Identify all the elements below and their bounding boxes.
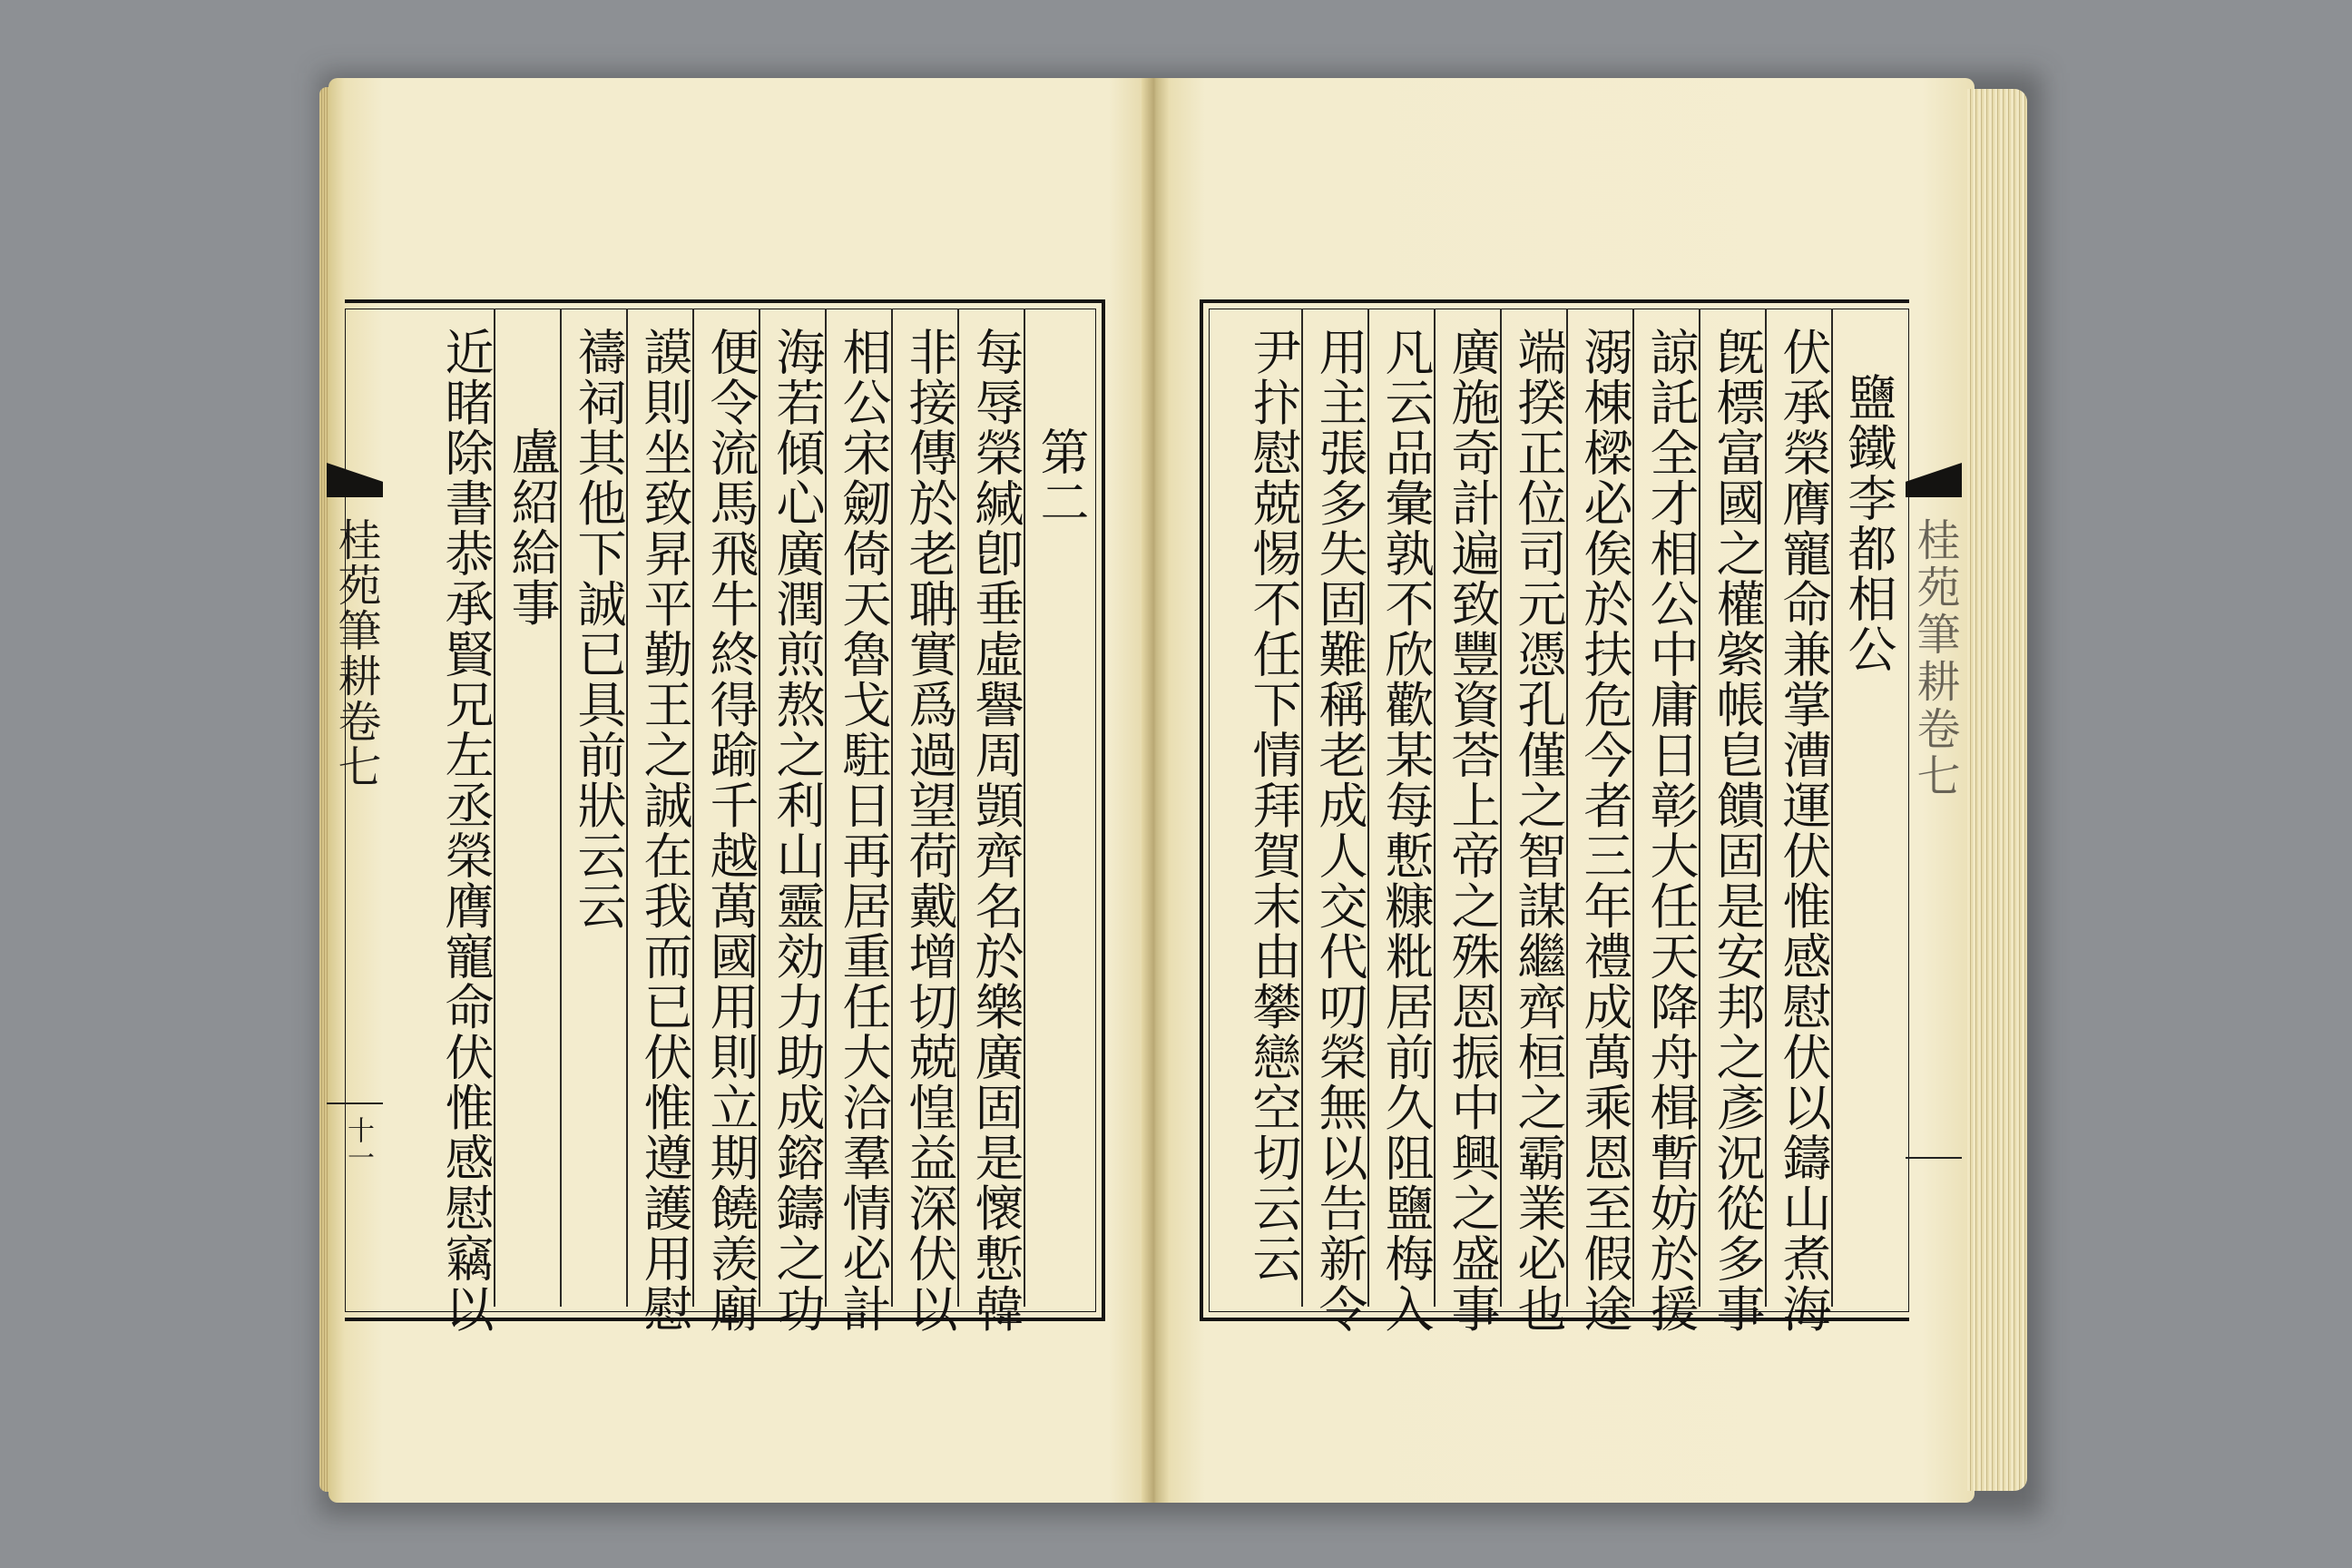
fore-edge-title: 桂苑筆耕卷七 [330,517,381,789]
text-column: 端揆正位司元憑孔僅之智謀繼齊桓之霸業必也 [1510,327,1567,1334]
heading-column: 鹽鐵李都相公 [1840,372,1897,674]
book-gutter [1142,78,1169,1503]
text-column: 相公宋劒倚天魯戈駐日再居重任大洽羣情必計 [835,327,892,1334]
fish-tail-mark [327,463,383,497]
text-column: 近睹除書恭承賢兄左丞榮膺寵命伏惟感慰竊以 [437,327,495,1334]
text-column: 諒託全才相公中庸日彰大任天降舟楫暫妨於援 [1642,327,1700,1334]
left-fore-edge [327,299,383,1314]
text-column: 凡云品彙孰不欣歡某每慙糠粃居前久阻鹽梅入 [1377,327,1435,1334]
right-page-stack [1967,89,2027,1491]
text-column: 便令流馬飛牛終得踰千越萬國用則立期饒羡廟 [702,327,760,1334]
fore-edge-title: 桂苑筆耕卷七 [1909,517,1960,800]
fore-edge-rule [327,1102,383,1104]
text-column: 海若傾心廣潤煎熬之利山靈効力助成鎔鑄之功 [769,327,826,1334]
text-column: 禱祠其他下誠已具前狀云云 [570,327,627,931]
fore-edge-rule [1906,1157,1962,1159]
text-column: 廣施奇計遍致豐資荅上帝之殊恩振中興之盛事 [1444,327,1501,1334]
text-column: 尹抃慰兢惕不任下情拜賀末由攀戀空切云云 [1245,327,1302,1284]
text-column: 溺棟樑必俟於扶危今者三年禮成萬乘恩至假途 [1576,327,1633,1334]
text-column: 旣標富國之權綮帳皀饋固是安邦之彥況從多事 [1709,327,1766,1334]
text-column: 伏承榮膺寵命兼掌漕運伏惟感慰伏以鑄山煮海 [1775,327,1832,1334]
text-column: 謨則坐致昇平勤王之誠在我而已伏惟遵護用慰 [636,327,693,1334]
right-fore-edge [1906,299,1962,1314]
heading-column: 第二 [1033,426,1090,527]
text-column: 非接傳於老聃實爲過望荷戴增切兢惶益深伏以 [901,327,958,1334]
fish-tail-mark [1906,463,1962,497]
text-column: 每辱榮緘卽垂虛譽周顗齊名於樂廣固是懷慙韓 [967,327,1024,1334]
text-column: 用主張多失固難稱老成人交代叨榮無以告新令 [1311,327,1368,1334]
fore-edge-page-number: 十一 [342,1116,374,1171]
heading-column: 盧紹給事 [504,426,561,628]
